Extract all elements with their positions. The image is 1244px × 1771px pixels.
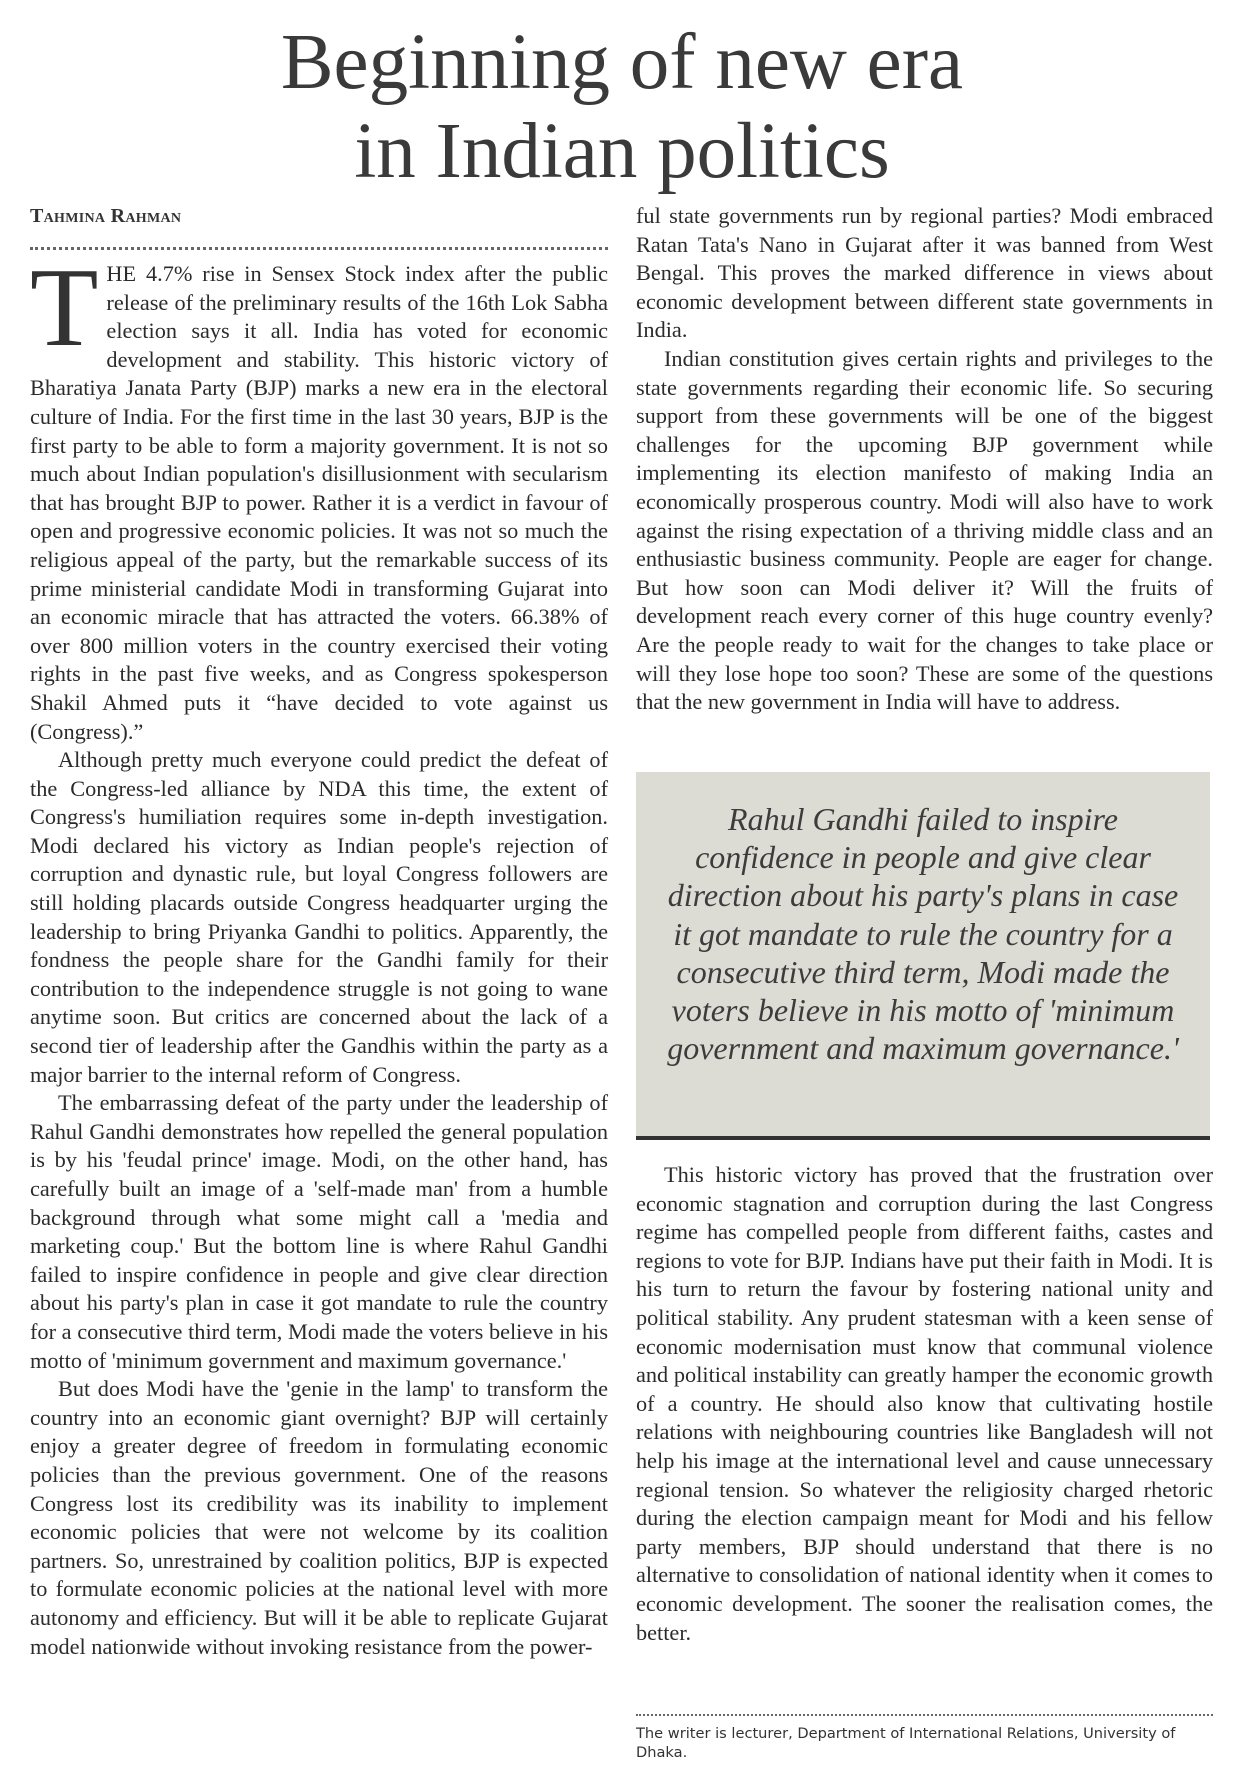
- drop-cap: T: [30, 246, 99, 370]
- headline: [60, 18, 1184, 196]
- author-footnote: The writer is lecturer, Department of International Relations, University of Dhaka.: [636, 1725, 1176, 1761]
- headline-line-2: in Indian politics: [354, 108, 890, 195]
- paragraph-1: [30, 246, 608, 746]
- paragraph-5: ful state governments run by regional parties? Modi embraced Ratan Tata's Nano in Gujarat after it was banned from West Bengal. This proves the marked difference in views about economic development between different state governments in India.: [636, 203, 1213, 343]
- paragraph-2: Although pretty much everyone could predict the defeat of the Congress-led alliance by NDA this time, the extent of Congress's humiliation requires some in-depth investigation. Modi declared his victory as Indian people's rejection of corruption and dynastic rule, but loyal Congress followers are still holding placards outside Congress headquarter urging the leadership to bring Priyanka Gandhi to politics. Apparently, the fondness the people share for the Gandhi family for their contribution to the independence struggle is not going to wane anytime soon. But critics are concerned about the lack of a second tier of leadership after the Gandhis within the party as a major barrier to the internal reform of Congress.: [30, 747, 608, 1087]
- paragraph-1-text: HE 4.7% rise in Sensex Stock index after the public release of the preliminary results of the 16th Lok Sabha election says it all. India has voted for economic development and stability. This historic victory of Bharatiya Janata Party (BJP) marks a new era in the electoral culture of India. For the first time in the last 30 years, BJP is the first party to be able to form a majority government. It is not so much about Indian population's disillusionment with secularism that has brought BJP to power. Rather it is a verdict in favour of open and progressive economic policies. It was not so much the religious appeal of the party, but the remarkable success of its prime ministerial candidate Modi in transforming Gujarat into an economic miracle that has attracted the voters. 66.38% of over 800 million voters in the country exercised their voting rights in the past five weeks, and as Congress spokesperson Shakil Ahmed puts it “have decided to vote against us (Congress).”: [30, 261, 608, 744]
- column-left: [30, 246, 608, 1661]
- headline-line-1: Beginning of new era: [280, 19, 964, 106]
- pull-quote-box: [636, 772, 1210, 1140]
- footnote-divider: [636, 1714, 1213, 1716]
- paragraph-3: The embarrassing defeat of the party under the leadership of Rahul Gandhi demonstrates how repelled the general population is by his 'feudal prince' image. Modi, on the other hand, has carefully built an image of a 'self-made man' from a humble background through what some might call a 'media and marketing coup.' But the bottom line is where Rahul Gandhi failed to inspire confidence in people and give clear direction about his party's plan in case it got mandate to rule the country for a consecutive third term, Modi made the voters believe in his motto of 'minimum government and maximum governance.': [30, 1090, 608, 1373]
- column-right-top: [636, 202, 1213, 717]
- paragraph-4: But does Modi have the 'genie in the lamp' to transform the country into an economic giant overnight? BJP will certainly enjoy a greater degree of freedom in formulating economic policies than the previous government. One of the reasons Congress lost its credibility was its inability to implement economic policies that were not welcome by its coalition partners. So, unrestrained by coalition politics, BJP is expected to formulate economic policies at the national level with more autonomy and efficiency. But will it be able to replicate Gujarat model nationwide without invoking resistance from the power-: [30, 1376, 608, 1659]
- paragraph-6: Indian constitution gives certain rights and privileges to the state governments regarding their economic life. So securing support from these governments will be one of the biggest challenges for the upcoming BJP government while implementing its election manifesto of making India an economically prosperous country. Modi will also have to work against the rising expectation of a thriving middle class and an enthusiastic business community. People are eager for change. But how soon can Modi deliver it? Will the fruits of development reach every corner of this huge country evenly? Are the people ready to wait for the changes to take place or will they lose hope too soon? These are some of the questions that the new government in India will have to address.: [636, 345, 1213, 715]
- column-right-bottom: [636, 1161, 1213, 1647]
- byline-divider: [30, 247, 608, 250]
- byline: Tahmina Rahman: [30, 205, 182, 227]
- pull-quote: Rahul Gandhi failed to inspire confidence in people and give clear direction about his party's plans in case it got mandate to rule the country for a consecutive third term, Modi made the voters believe in his motto of 'minimum government and maximum governance.': [667, 801, 1179, 1067]
- paragraph-7: This historic victory has proved that the frustration over economic stagnation and corruption during the last Congress regime has compelled people from different faiths, castes and regions to vote for BJP. Indians have put their faith in Modi. It is his turn to return the favour by fostering national unity and political stability. Any prudent statesman with a keen sense of economic modernisation must know that communal violence and political instability can greatly hamper the economic growth of a country. He should also know that cultivating hostile relations with neighbouring countries like Bangladesh will not help his image at the international level and cause unnecessary regional tension. So whatever the religiosity charged rhetoric during the election campaign meant for Modi and his fellow party members, BJP should understand that there is no alternative to consolidation of national identity when it comes to economic development. The sooner the realisation comes, the better.: [636, 1162, 1213, 1645]
